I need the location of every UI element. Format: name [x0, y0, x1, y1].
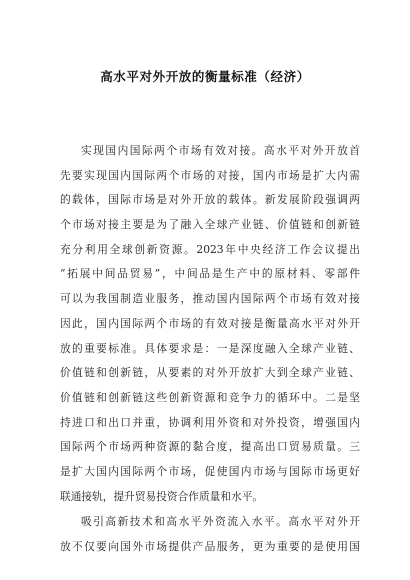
- paragraph-line: 因此，国内国际两个市场的有效对接是衡量高水平对外开: [60, 316, 360, 330]
- paragraph-2: [60, 510, 360, 559]
- paragraph-line: 持进口和出口并重，协调利用外资和对外投资，增强国内: [60, 415, 360, 429]
- paragraph-line: 价值链和创新链，从要素的对外开放扩大到全球产业链、: [60, 366, 360, 380]
- paragraph-line: 的载体，国际市场是对外开放的载体。新发展阶段强调两: [60, 193, 360, 207]
- paragraph-line: 可以为我国制造业服务，推动国内国际两个市场有效对接: [60, 292, 360, 306]
- paragraph-line: 先要实现国内国际两个市场的对接，国内市场是扩大内需: [60, 168, 360, 182]
- paragraph-line: 吸引高新技术和高水平外资流入水平。高水平对外开: [81, 515, 360, 528]
- paragraph-1: [60, 139, 360, 509]
- paragraph-line: 是扩大国内国际两个市场，促使国内市场与国际市场更好: [60, 464, 360, 478]
- paragraph-line: 实现国内国际两个市场有效对接。高水平对外开放首: [81, 144, 360, 157]
- paragraph-line: 个市场对接主要是为了融入全球产业链、价值链和创新链: [60, 218, 360, 232]
- paragraph-line: 放不仅要向国外市场提供产品服务，更为重要的是使用国: [60, 539, 360, 553]
- paragraph-line: “拓展中间品贸易”，中间品是生产中的原材料、零部件: [60, 267, 360, 281]
- document-title: 高水平对外开放的衡量标准（经济）: [100, 69, 310, 84]
- paragraph-line: 国际两个市场两种资源的黏合度，提高出口贸易质量。三: [60, 440, 360, 454]
- paragraph-line: 放的重要标准。具体要求是：一是深度融入全球产业链、: [60, 341, 360, 355]
- paragraph-line: 价值链和创新链这些创新资源和竞争力的循环中。二是坚: [60, 390, 360, 404]
- paragraph-line: 联通接轨，提升贸易投资合作质量和水平。: [60, 489, 264, 503]
- paragraph-line: 充分利用全球创新资源。2023年中央经济工作会议提出: [60, 242, 360, 256]
